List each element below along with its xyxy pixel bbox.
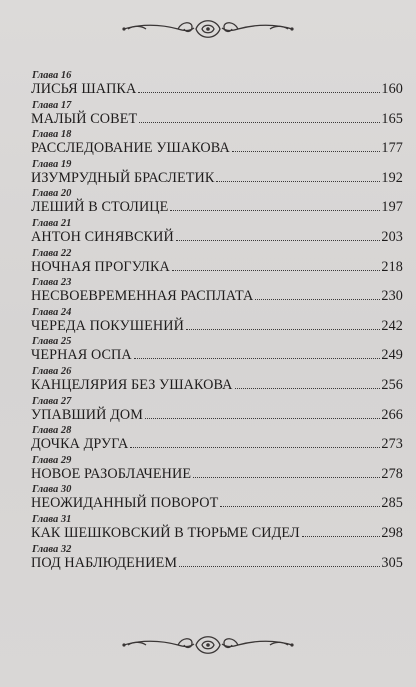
chapter-title: НЕОЖИДАННЫЙ ПОВОРОТ (31, 495, 219, 512)
chapter-title: ДОЧКА ДРУГА (31, 436, 129, 453)
dot-leader (170, 210, 380, 211)
chapter-number: Глава 20 (32, 188, 72, 200)
chapter-number: Глава 30 (32, 484, 72, 496)
page-number: 242 (381, 317, 403, 334)
chapter-number: Глава 17 (32, 99, 72, 111)
toc-entry (31, 396, 403, 426)
chapter-title: ЧЕРЕДА ПОКУШЕНИЙ (31, 317, 184, 334)
chapter-title: ЧЕРНАЯ ОСПА (31, 347, 132, 364)
chapter-number: Глава 19 (32, 158, 72, 170)
page-number: 298 (381, 524, 403, 541)
toc-entry (31, 544, 403, 574)
table-of-contents (31, 70, 403, 573)
bottom-ornament-icon (120, 628, 296, 662)
toc-entry (31, 514, 403, 544)
chapter-number: Глава 29 (32, 454, 72, 466)
dot-leader (186, 329, 380, 330)
page-number: 203 (381, 228, 403, 245)
toc-entry (31, 188, 403, 218)
chapter-title: КАНЦЕЛЯРИЯ БЕЗ УШАКОВА (31, 376, 233, 393)
dot-leader (216, 181, 380, 182)
page-number: 305 (381, 554, 403, 571)
dot-leader (220, 506, 380, 507)
toc-entry (31, 159, 403, 189)
chapter-number: Глава 25 (32, 336, 72, 348)
chapter-title: НЕСВОЕВРЕМЕННАЯ РАСПЛАТА (31, 288, 254, 305)
chapter-title: АНТОН СИНЯВСКИЙ (31, 228, 174, 245)
page-number: 230 (381, 288, 403, 305)
chapter-number: Глава 31 (32, 513, 72, 525)
dot-leader (176, 240, 381, 241)
page-number: 177 (381, 140, 403, 157)
toc-entry (31, 248, 403, 278)
dot-leader (172, 270, 381, 271)
toc-entry (31, 277, 403, 307)
dot-leader (130, 447, 380, 448)
chapter-title: РАССЛЕДОВАНИЕ УШАКОВА (31, 140, 230, 157)
toc-entry (31, 307, 403, 337)
page-number: 197 (381, 199, 403, 216)
page-number: 160 (381, 81, 403, 97)
chapter-number: Глава 28 (32, 425, 72, 437)
chapter-number: Глава 26 (32, 365, 72, 377)
dot-leader (145, 418, 380, 419)
page-number: 256 (381, 376, 403, 393)
dot-leader (235, 388, 381, 389)
chapter-title: ЛИСЬЯ ШАПКА (31, 81, 137, 97)
dot-leader (179, 566, 380, 567)
chapter-title: ЛЕШИЙ В СТОЛИЦЕ (31, 199, 169, 216)
page-number: 218 (381, 258, 403, 275)
toc-entry (31, 455, 403, 485)
page-number: 165 (381, 110, 403, 127)
toc-entry (31, 425, 403, 455)
page-number: 285 (381, 495, 403, 512)
chapter-number: Глава 23 (32, 277, 72, 289)
dot-leader (193, 477, 380, 478)
chapter-number: Глава 24 (32, 306, 72, 318)
toc-entry (31, 366, 403, 396)
toc-entry (31, 129, 403, 159)
toc-entry (31, 70, 403, 100)
toc-entry (31, 484, 403, 514)
dot-leader (255, 299, 380, 300)
dot-leader (302, 536, 381, 537)
chapter-title: ПОД НАБЛЮДЕНИЕМ (31, 554, 178, 571)
chapter-number: Глава 27 (32, 395, 72, 407)
chapter-title: УПАВШИЙ ДОМ (31, 406, 143, 423)
dot-leader (134, 358, 381, 359)
toc-entry (31, 336, 403, 366)
chapter-number: Глава 21 (32, 217, 72, 229)
toc-entry (31, 100, 403, 130)
dot-leader (138, 92, 380, 93)
chapter-number: Глава 18 (32, 129, 72, 141)
chapter-title: ИЗУМРУДНЫЙ БРАСЛЕТИК (31, 169, 215, 186)
chapter-title: МАЛЫЙ СОВЕТ (31, 110, 138, 127)
dot-leader (232, 151, 381, 152)
chapter-title: НОЧНАЯ ПРОГУЛКА (31, 258, 170, 275)
chapter-number: Глава 22 (32, 247, 72, 259)
chapter-title: КАК ШЕШКОВСКИЙ В ТЮРЬМЕ СИДЕЛ (31, 524, 300, 541)
dot-leader (139, 122, 380, 123)
page-number: 278 (381, 465, 403, 482)
chapter-number: Глава 32 (32, 543, 72, 555)
page-number: 273 (381, 436, 403, 453)
top-ornament-icon (120, 12, 296, 46)
chapter-title: НОВОЕ РАЗОБЛАЧЕНИЕ (31, 465, 192, 482)
page-number: 266 (381, 406, 403, 423)
page-number: 249 (381, 347, 403, 364)
chapter-number: Глава 16 (32, 70, 72, 81)
page-number: 192 (381, 169, 403, 186)
toc-entry (31, 218, 403, 248)
